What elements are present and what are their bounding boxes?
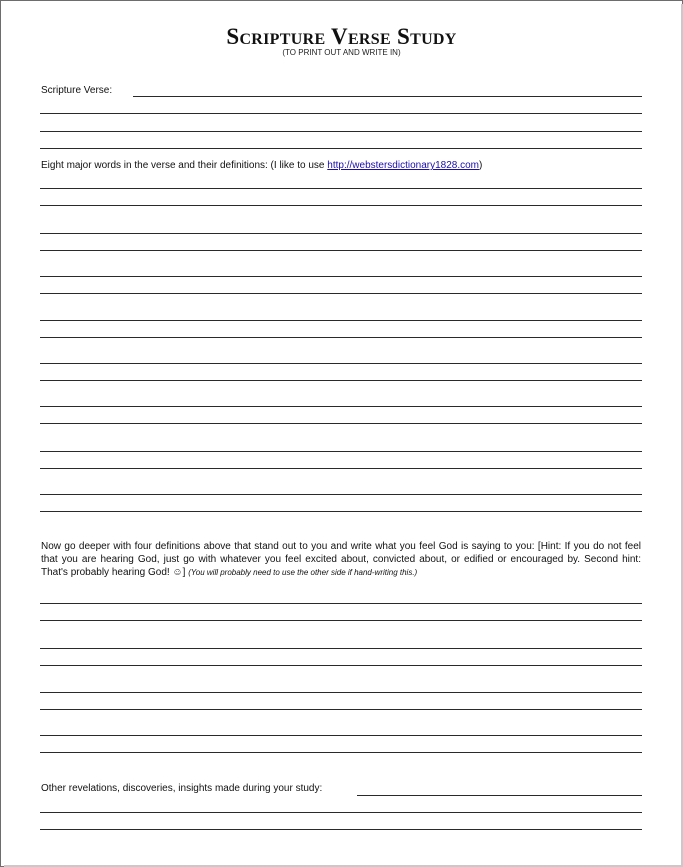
writing-line bbox=[40, 148, 642, 149]
writing-line bbox=[40, 380, 642, 381]
writing-line bbox=[40, 829, 642, 830]
writing-line bbox=[40, 233, 642, 234]
writing-line bbox=[40, 250, 642, 251]
writing-line bbox=[40, 494, 642, 495]
deeper-note: (You will probably need to use the other side if hand-writing this.) bbox=[188, 568, 418, 577]
dictionary-link[interactable]: http://webstersdictionary1828.com bbox=[327, 160, 480, 171]
writing-line bbox=[40, 188, 642, 189]
writing-line bbox=[40, 320, 642, 321]
words-prompt bbox=[41, 160, 482, 172]
writing-line bbox=[40, 363, 642, 364]
page-subtitle: (TO PRINT OUT AND WRITE IN) bbox=[282, 48, 401, 57]
writing-line bbox=[40, 812, 642, 813]
writing-line bbox=[40, 276, 642, 277]
words-prompt-text: Eight major words in the verse and their definitions: (I like to use bbox=[41, 160, 325, 171]
writing-line bbox=[40, 451, 642, 452]
words-prompt-close: ) bbox=[479, 160, 483, 171]
writing-line bbox=[40, 468, 642, 469]
writing-line bbox=[40, 293, 642, 294]
writing-line bbox=[40, 752, 642, 753]
page-title: Scripture Verse Study bbox=[226, 24, 457, 49]
writing-line bbox=[40, 648, 642, 649]
writing-line bbox=[40, 603, 642, 604]
writing-line bbox=[40, 423, 642, 424]
writing-line bbox=[40, 131, 642, 132]
writing-line bbox=[40, 709, 642, 710]
deeper-prompt-text: Now go deeper with four definitions above that stand out to you and write what you feel God is saying to you: [Hint: If you do not feel that you are hearing God, just go with whatever you feel excited about, convicted about, or edified or encouraged by. Second hint: That's probably hearing God! ☺] bbox=[41, 541, 641, 578]
writing-line bbox=[40, 113, 642, 114]
other-revelations-label: Other revelations, discoveries, insights made during your study: bbox=[41, 783, 323, 794]
writing-line bbox=[40, 692, 642, 693]
writing-line bbox=[40, 337, 642, 338]
writing-line bbox=[40, 620, 642, 621]
writing-line bbox=[40, 665, 642, 666]
writing-line bbox=[40, 735, 642, 736]
deeper-prompt bbox=[41, 540, 641, 579]
scripture-verse-label: Scripture Verse: bbox=[41, 85, 113, 96]
writing-line bbox=[133, 96, 642, 97]
writing-line bbox=[40, 511, 642, 512]
writing-line bbox=[357, 795, 642, 796]
writing-line bbox=[40, 406, 642, 407]
writing-line bbox=[40, 205, 642, 206]
